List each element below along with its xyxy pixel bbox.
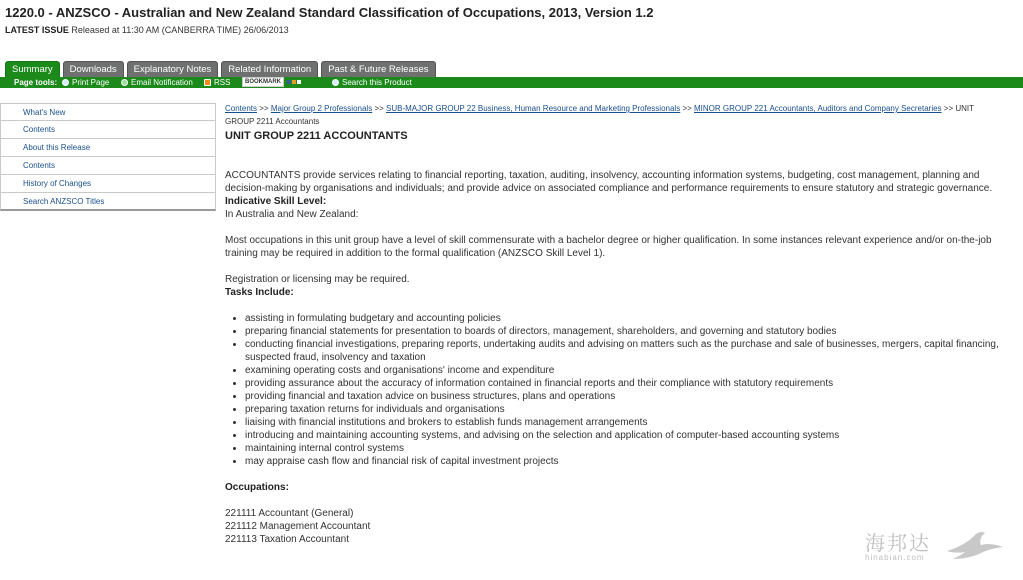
- list-item: • examining operating costs and organisations' income and expenditure: [245, 364, 1005, 377]
- tasks-list: [225, 312, 1005, 468]
- search-icon: [332, 79, 339, 86]
- breadcrumb: [225, 102, 1005, 128]
- breadcrumb-contents[interactable]: Contents: [225, 104, 258, 113]
- tab-explanatory-notes[interactable]: Explanatory Notes: [127, 61, 219, 78]
- rss-icon: [204, 79, 211, 86]
- list-item: • providing assurance about the accuracy of information contained in financial reports and their compliance with statutory requirements: [245, 377, 1005, 390]
- bookmark-label: BOOKMARK: [242, 77, 284, 87]
- page-title: 1220.0 - ANZSCO - Australian and New Zealand Standard Classification of Occupations, 2013, Version 1.2: [5, 5, 654, 20]
- list-item: • introducing and maintaining accounting systems, and advising on the selection and application of computer-based accounting systems: [245, 429, 1005, 442]
- tasks-heading: Tasks Include:: [225, 287, 294, 298]
- watermark-cn-text: 海邦达: [865, 531, 931, 555]
- list-item: • providing financial and taxation advice on business structures, plans and operations: [245, 390, 1005, 403]
- list-item: • conducting financial investigations, preparing reports, undertaking audits and advising on matters such as the purchase and sale of businesses, mergers, capital financing, suspected fraud, insolvency and taxation: [245, 338, 1005, 364]
- email-icon: [121, 79, 128, 86]
- tab-related-information[interactable]: Related Information: [221, 61, 318, 78]
- search-product-label: Search this Product: [342, 78, 412, 87]
- list-item: • liaising with financial institutions and brokers to establish funds management arrangements: [245, 416, 1005, 429]
- sidebar-item-whats-new[interactable]: What's New: [0, 103, 216, 121]
- breadcrumb-separator: >>: [372, 104, 387, 113]
- breadcrumb-separator: >>: [257, 104, 271, 113]
- print-icon: [62, 79, 69, 86]
- list-item: • preparing taxation returns for individuals and organisations: [245, 403, 1005, 416]
- search-product-link[interactable]: [332, 77, 412, 88]
- sidebar-item-search-anzsco[interactable]: Search ANZSCO Titles: [0, 193, 216, 211]
- list-item: • maintaining internal control systems: [245, 442, 1005, 455]
- description-text: ACCOUNTANTS provide services relating to financial reporting, taxation, auditing, insolvency, accounting information systems, budgeting, cost management, planning and decision-making by organisations and individuals; and provide advice on associated compliance and performance requirements to ensure statutory and strategic governance.: [225, 170, 993, 194]
- registration-text: Registration or licensing may be required.: [225, 274, 410, 285]
- skill-level-text: Most occupations in this unit group have a level of skill commensurate with a bachelor degree or higher qualification. In some instances relevant experience and/or on-the-job training may be required in addition to the formal qualification (ANZSCO Skill Level 1).: [225, 235, 992, 259]
- tab-downloads[interactable]: Downloads: [63, 61, 124, 78]
- list-item: • preparing financial statements for presentation to boards of directors, management, shareholders, and governing and statutory bodies: [245, 325, 1005, 338]
- email-notification-link[interactable]: [121, 77, 193, 88]
- release-info: [5, 25, 289, 35]
- release-date: Released at 11:30 AM (CANBERRA TIME) 26/06/2013: [71, 25, 289, 35]
- page-tools-bar: [0, 77, 1023, 88]
- tab-bar: [5, 61, 436, 77]
- sidebar-item-history-of-changes[interactable]: History of Changes: [0, 175, 216, 193]
- sidebar-item-contents[interactable]: Contents: [0, 121, 216, 139]
- list-item: • may appraise cash flow and financial risk of capital investment projects: [245, 455, 1005, 468]
- rss-link[interactable]: [204, 77, 230, 88]
- skill-level-heading: Indicative Skill Level:: [225, 196, 327, 207]
- breadcrumb-major-group[interactable]: Major Group 2 Professionals: [270, 104, 373, 113]
- occupations-heading: Occupations:: [225, 482, 289, 493]
- tab-past-future-releases[interactable]: Past & Future Releases: [321, 61, 435, 78]
- bird-logo-icon: [945, 529, 1005, 563]
- latest-issue-label: LATEST ISSUE: [5, 25, 69, 35]
- list-item: • assisting in formulating budgetary and accounting policies: [245, 312, 1005, 325]
- breadcrumb-minor-group[interactable]: MINOR GROUP 221 Accountants, Auditors and Company Secretaries: [694, 104, 942, 113]
- sidebar-item-about-release[interactable]: About this Release: [0, 139, 216, 157]
- sidebar-nav: [0, 103, 216, 211]
- main-content: [225, 102, 1005, 546]
- print-page-label: Print Page: [72, 78, 110, 87]
- watermark: [865, 527, 1005, 567]
- breadcrumb-sub-major-group[interactable]: SUB-MAJOR GROUP 22 Business, Human Resource and Marketing Professionals: [386, 104, 681, 113]
- sidebar-item-contents-2[interactable]: Contents: [0, 157, 216, 175]
- breadcrumb-current: UNIT GROUP 2211 Accountants: [225, 104, 974, 126]
- occupation-item: 221111 Accountant (General): [225, 508, 354, 519]
- print-page-link[interactable]: [62, 77, 109, 88]
- social-share-icons: [287, 80, 301, 84]
- occupation-item: 221113 Taxation Accountant: [225, 534, 349, 545]
- occupation-item: 221112 Management Accountant: [225, 521, 371, 532]
- email-notification-label: Email Notification: [131, 78, 193, 87]
- page-tools-label: Page tools:: [14, 78, 58, 87]
- tab-summary[interactable]: Summary: [5, 61, 60, 78]
- rss-label: RSS: [214, 78, 231, 87]
- watermark-en-text: hinabian.com: [865, 553, 925, 562]
- unit-group-title: UNIT GROUP 2211 ACCOUNTANTS: [225, 130, 408, 142]
- breadcrumb-separator: >>: [680, 104, 695, 113]
- bookmark-button[interactable]: [242, 77, 301, 87]
- breadcrumb-separator: >>: [941, 104, 956, 113]
- skill-region-text: In Australia and New Zealand:: [225, 209, 359, 220]
